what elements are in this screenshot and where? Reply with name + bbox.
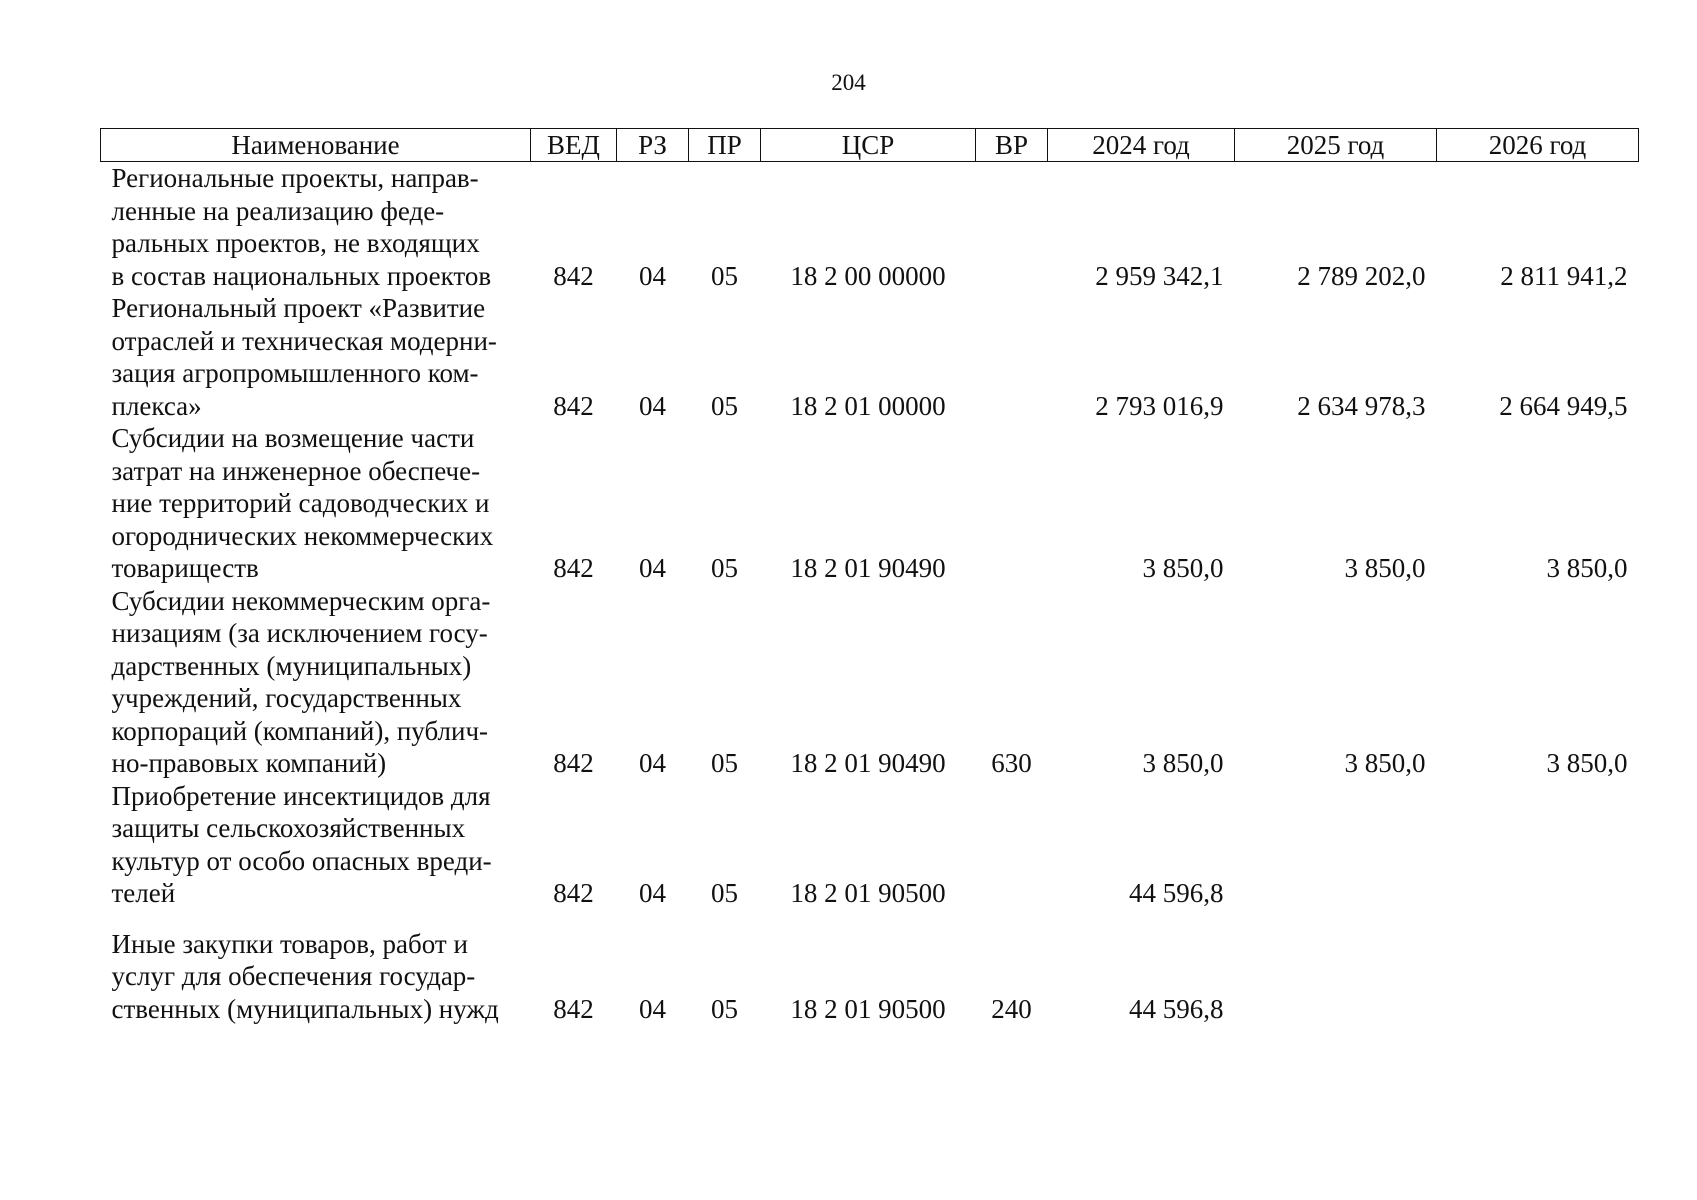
table-row	[101, 780, 1639, 910]
page-number: 204	[831, 70, 866, 95]
cell-2026: 2 811 941,2	[1500, 260, 1628, 291]
cell-vr: 240	[991, 993, 1032, 1024]
header-ved: ВЕД	[531, 129, 617, 162]
cell-2024: 3 850,0	[1142, 553, 1224, 583]
row-name-line: Приобретение инсектицидов для	[111, 780, 491, 811]
cell-pr: 05	[711, 260, 738, 291]
row-name-line: в состав национальных проектов	[111, 260, 492, 291]
row-name	[101, 292, 531, 422]
row-name-line: отраслей и техническая модерни-	[111, 325, 497, 356]
cell-2024: 44 596,8	[1129, 878, 1224, 908]
cell-csr: 18 2 01 00000	[790, 390, 946, 421]
header-vr: ВР	[976, 129, 1048, 162]
row-name-line: ственных (муниципальных) нужд	[111, 993, 499, 1024]
row-name-line: Субсидии некоммерческим орга-	[111, 585, 491, 616]
header-2025: 2025 год	[1235, 129, 1437, 162]
cell-vr: 630	[991, 748, 1032, 778]
cell-2025: 2 634 978,3	[1297, 390, 1426, 421]
header-csr: ЦСР	[761, 129, 976, 162]
cell-2025	[1235, 910, 1437, 1026]
cell-rz: 04	[639, 260, 666, 291]
cell-2024: 3 850,0	[1142, 748, 1224, 778]
cell-pr: 05	[711, 878, 738, 908]
row-name-line: телей	[111, 878, 176, 908]
row-name-line: но-правовых компаний)	[111, 748, 387, 778]
cell-vr	[976, 422, 1048, 585]
cell-csr: 18 2 01 90500	[790, 878, 946, 908]
row-name	[101, 910, 531, 1026]
row-name-line: затрат на инженерное обеспече-	[111, 455, 481, 486]
cell-rz: 04	[639, 748, 666, 778]
row-name	[101, 585, 531, 780]
row-name-line: Региональный проект «Развитие	[111, 293, 486, 323]
row-name	[101, 162, 531, 293]
cell-ved: 842	[553, 748, 594, 778]
cell-2026: 3 850,0	[1546, 748, 1628, 778]
table-row	[101, 585, 1639, 780]
cell-pr: 05	[711, 748, 738, 778]
row-name-line: культур от особо опасных вреди-	[111, 845, 492, 876]
cell-csr: 18 2 00 00000	[790, 260, 946, 291]
row-name-line: плекса»	[111, 390, 202, 421]
cell-2026	[1437, 780, 1639, 910]
cell-2026: 3 850,0	[1546, 553, 1628, 583]
cell-csr: 18 2 01 90490	[790, 748, 946, 778]
cell-2026	[1437, 910, 1639, 1026]
row-name-line: Субсидии на возмещение части	[111, 423, 475, 453]
cell-2025	[1235, 780, 1437, 910]
cell-csr: 18 2 01 90500	[790, 993, 946, 1024]
row-name-line: огороднических некоммерческих	[111, 520, 494, 551]
cell-2025: 2 789 202,0	[1297, 260, 1426, 291]
header-name: Наименование	[101, 129, 531, 162]
table-row	[101, 422, 1639, 585]
row-name	[101, 780, 531, 910]
row-name-line: услуг для обеспечения государ-	[111, 961, 476, 991]
row-name-line: защиты сельскохозяйственных	[111, 813, 466, 843]
row-name-line: ральных проектов, не входящих	[111, 228, 480, 258]
budget-table	[100, 128, 1639, 1025]
row-name-line: ленные на реализацию феде-	[111, 195, 445, 226]
cell-2026: 2 664 949,5	[1499, 390, 1628, 421]
table-header-row	[101, 129, 1639, 162]
cell-rz: 04	[639, 390, 666, 421]
row-name-line: зация агропромышленного ком-	[111, 358, 479, 388]
table-row	[101, 292, 1639, 422]
cell-vr	[976, 780, 1048, 910]
row-name-line: дарственных (муниципальных)	[111, 650, 472, 681]
row-name-line: ние территорий садоводческих и	[111, 488, 490, 518]
cell-csr: 18 2 01 90490	[790, 553, 946, 583]
header-2024: 2024 год	[1048, 129, 1235, 162]
cell-2024: 44 596,8	[1129, 993, 1224, 1024]
row-name-line: корпораций (компаний), публич-	[111, 715, 489, 746]
cell-vr	[976, 292, 1048, 422]
cell-pr: 05	[711, 553, 738, 583]
cell-ved: 842	[553, 260, 594, 291]
cell-2025: 3 850,0	[1344, 748, 1426, 778]
cell-2024: 2 793 016,9	[1095, 390, 1224, 421]
row-name-line: Иные закупки товаров, работ и	[111, 928, 468, 959]
header-rz: РЗ	[617, 129, 689, 162]
row-name-line: учреждений, государственных	[111, 683, 462, 713]
header-2026: 2026 год	[1437, 129, 1639, 162]
cell-pr: 05	[711, 993, 738, 1024]
cell-2024: 2 959 342,1	[1095, 260, 1224, 291]
row-name-line: низациям (за исключением госу-	[111, 618, 488, 648]
cell-ved: 842	[553, 553, 594, 583]
table-row	[101, 162, 1639, 293]
cell-ved: 842	[553, 993, 594, 1024]
cell-ved: 842	[553, 878, 594, 908]
cell-rz: 04	[639, 553, 666, 583]
cell-ved: 842	[553, 390, 594, 421]
cell-vr	[976, 162, 1048, 293]
cell-pr: 05	[711, 390, 738, 421]
table-row	[101, 910, 1639, 1026]
cell-2025: 3 850,0	[1344, 553, 1426, 583]
cell-rz: 04	[639, 878, 666, 908]
row-name	[101, 422, 531, 585]
row-name-line: Региональные проекты, направ-	[111, 163, 479, 193]
header-pr: ПР	[689, 129, 761, 162]
row-name-line: товариществ	[111, 553, 259, 583]
cell-rz: 04	[639, 993, 666, 1024]
